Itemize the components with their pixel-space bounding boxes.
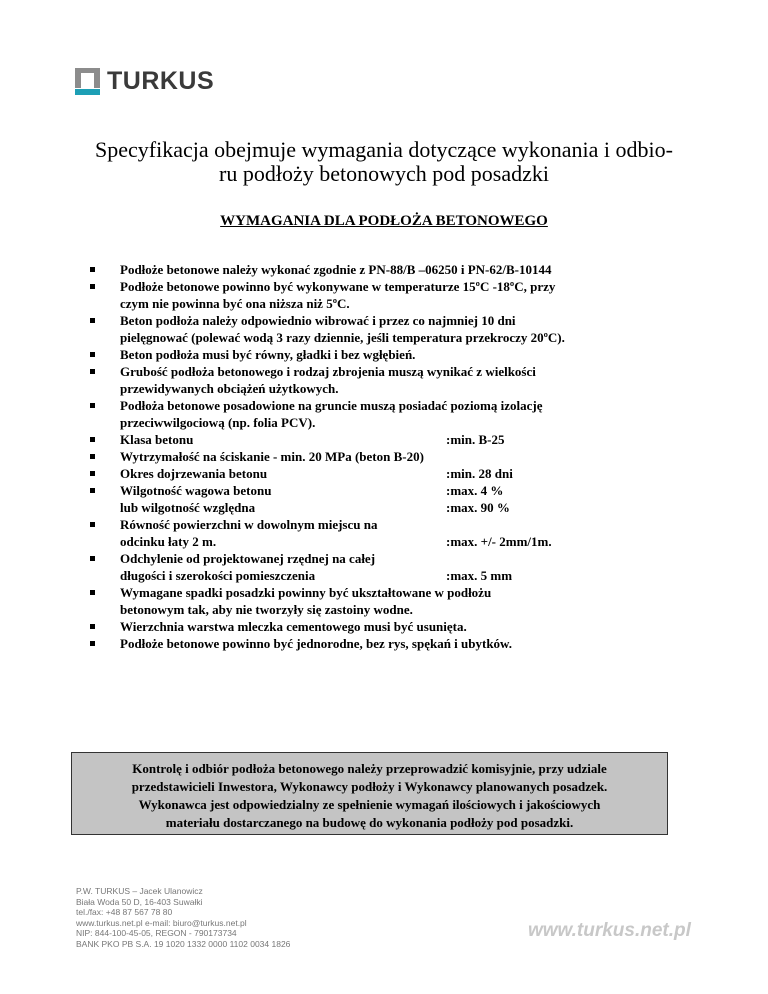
list-item — [90, 431, 660, 448]
spec-label: długości i szerokości pomieszczenia — [120, 568, 316, 583]
footer-web-email: www.turkus.net.pl e-mail: biuro@turkus.net.pl — [76, 917, 247, 928]
list-item: Wymagane spadki posadzki powinny być ukształtowane w podłożu betonowym tak, aby nie tworzyły się zastoiny wodne. — [90, 584, 660, 618]
list-item: Grubość podłoża betonowego i rodzaj zbrojenia muszą wynikać z wielkości przewidywanych obciążeń użytkowych. — [90, 363, 660, 397]
list-item: Wierzchnia warstwa mleczka cementowego musi być usunięta. — [90, 618, 660, 635]
title-line-2: ru podłoży betonowych pod posadzki — [219, 161, 549, 186]
list-item: Podłoże betonowe powinno być wykonywane w temperaturze 15ºC -18ºC, przy czym nie powinna być ona niższa niż 5ºC. — [90, 278, 660, 312]
company-footer — [76, 886, 290, 949]
spec-label: lub wilgotność względna — [120, 500, 256, 515]
section-heading: WYMAGANIA DLA PODŁOŻA BETONOWEGO — [220, 213, 548, 229]
footer-phone: tel./fax: +48 87 567 78 80 — [76, 907, 173, 917]
spec-value: :min. B-25 — [446, 432, 505, 447]
website-url: www.turkus.net.pl — [528, 920, 691, 941]
footer-bank: BANK PKO PB S.A. 19 1020 1332 0000 1102 0034 1826 — [76, 938, 291, 949]
list-item: Odchylenie od projektowanej rzędnej na całej długości i szerokości pomieszczenia :max. 5 mm — [90, 550, 660, 584]
list-item: Beton podłoża należy odpowiednio wibrować i przez co najmniej 10 dni pielęgnować (polewać wodą 3 razy dziennie, jeśli temperatura przekroczy 20ºC). — [90, 312, 660, 346]
list-item: Podłoże betonowe należy wykonać zgodnie z PN-88/B –06250 i PN-62/B-10144 — [90, 261, 660, 278]
spec-label: Okres dojrzewania betonu — [120, 466, 268, 481]
footer-nip: NIP: 844-100-45-05, REGON - 790173734 — [76, 928, 237, 938]
turkus-logo-icon — [75, 68, 100, 95]
spec-value: :max. 5 mm — [446, 568, 513, 583]
notice-line-3: Wykonawca jest odpowiedzialny ze spełnienie wymagań ilościowych i jakościowych — [138, 797, 601, 812]
title-line-1: Specyfikacja obejmuje wymagania dotyczące wykonania i odbio- — [95, 137, 673, 162]
list-item — [90, 465, 660, 482]
requirements-list — [90, 261, 660, 652]
list-item: Równość powierzchni w dowolnym miejscu na odcinku łaty 2 m. :max. +/- 2mm/1m. — [90, 516, 660, 550]
spec-label: Klasa betonu — [120, 432, 194, 447]
spec-label: Wilgotność wagowa betonu — [120, 483, 272, 498]
spec-value: :max. 90 % — [446, 500, 510, 515]
company-logo — [75, 67, 214, 95]
notice-box — [71, 752, 668, 835]
spec-value: :max. 4 % — [446, 483, 504, 498]
page-title — [60, 138, 708, 186]
list-item: Podłoże betonowe powinno być jednorodne, bez rys, spękań i ubytków. — [90, 635, 660, 652]
list-item: Wytrzymałość na ściskanie - min. 20 MPa (beton B-20) — [90, 448, 660, 465]
spec-value: :min. 28 dni — [446, 466, 513, 481]
list-item: Beton podłoża musi być równy, gładki i bez wgłębień. — [90, 346, 660, 363]
spec-label: odcinku łaty 2 m. — [120, 534, 217, 549]
list-item — [90, 482, 660, 516]
spec-value: :max. +/- 2mm/1m. — [446, 534, 552, 549]
footer-address: Biała Woda 50 D, 16-403 Suwałki — [76, 896, 203, 907]
notice-line-4: materiału dostarczanego na budowę do wykonania podłoży pod posadzki. — [165, 815, 574, 830]
brand-name: TURKUS — [107, 67, 215, 95]
notice-line-1: Kontrolę i odbiór podłoża betonowego należy przeprowadzić komisyjnie, przy udziale — [132, 761, 607, 776]
footer-company: P.W. TURKUS – Jacek Ulanowicz — [76, 886, 203, 896]
notice-line-2: przedstawicieli Inwestora, Wykonawcy podłoży i Wykonawcy planowanych posadzek. — [131, 779, 608, 794]
list-item: Podłoża betonowe posadowione na gruncie muszą posiadać poziomą izolację przeciwwilgociową (np. folia PCV). — [90, 397, 660, 431]
